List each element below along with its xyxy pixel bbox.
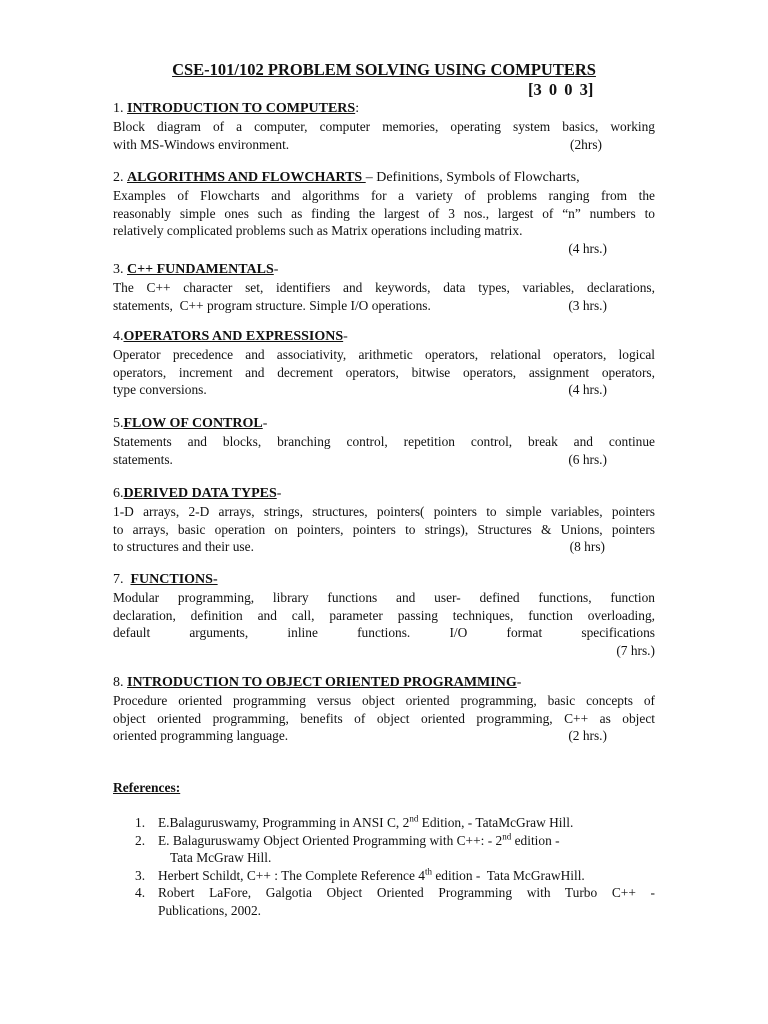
section-heading-suffix: -: [343, 329, 348, 344]
reference-indent: [113, 849, 158, 867]
section-hours: (6 hrs.): [568, 451, 607, 467]
section-hours: (4 hrs.): [568, 240, 607, 256]
section-text-line: declaration, definition and call, parameter passing techniques, function overloading,: [113, 607, 655, 623]
syllabus-section: [113, 169, 655, 257]
references-list: [113, 814, 655, 919]
ordinal-superscript: nd: [409, 813, 419, 824]
section-number: 5.: [113, 416, 124, 431]
section-heading-suffix: -: [276, 486, 282, 501]
reference-number: 1.: [135, 815, 146, 830]
reference-number: 2.: [135, 832, 146, 848]
section-text-line: to arrays, basic operation on pointers, pointers to strings), Structures & Unions, pointers: [113, 521, 655, 537]
section-last-line: [113, 297, 655, 315]
section-text-line: statements.: [113, 451, 173, 467]
section-body: [113, 118, 655, 153]
section-number: 1.: [113, 101, 127, 116]
page-title: CSE-101/102 PROBLEM SOLVING USING COMPUTERS: [172, 60, 596, 79]
section-number: 6.: [113, 486, 124, 501]
section-number: 4.: [113, 329, 124, 344]
section-hours: (2hrs): [570, 136, 602, 152]
section-hours: (7 hrs.): [616, 642, 655, 658]
reference-text: [158, 884, 655, 902]
reference-text-part: edition - Tata McGrawHill.: [432, 867, 585, 883]
section-hours: (8 hrs): [569, 539, 605, 554]
section-text-line: 1-D arrays, 2-D arrays, strings, structures, pointers( pointers to simple variables, pointers: [113, 504, 655, 519]
ordinal-superscript: th: [424, 866, 432, 877]
syllabus-section: [113, 415, 655, 468]
reference-text-part: E. Balaguruswamy Object Oriented Programming with C++: - 2: [158, 832, 503, 848]
section-number: 7.: [113, 572, 131, 587]
reference-continuation: Tata McGraw Hill.: [170, 850, 272, 865]
reference-indent: [113, 902, 158, 920]
section-last-line: [113, 136, 655, 154]
reference-number: 4.: [135, 885, 146, 900]
section-name: C++ FUNDAMENTALS: [127, 262, 274, 277]
section-text-line: object oriented programming, benefits of object oriented programming, C++ as object: [113, 710, 655, 726]
syllabus-section: [113, 674, 655, 745]
section-last-line: [113, 727, 655, 745]
section-name: OPERATORS AND EXPRESSIONS: [123, 329, 344, 344]
credit-structure: [3 0 0 3]: [528, 80, 594, 99]
syllabus-section: [113, 100, 655, 153]
section-number: 2.: [113, 170, 127, 185]
section-text-line: Block diagram of a computer, computer memories, operating system basics, working: [113, 119, 655, 134]
section-hours: (2 hrs.): [568, 728, 607, 743]
section-heading: [113, 415, 655, 433]
section-heading-suffix: -: [262, 416, 268, 431]
section-text-line: Modular programming, library functions and user- defined functions, function: [113, 590, 655, 605]
section-text-line: relatively complicated problems such as Matrix operations including matrix.: [113, 223, 523, 238]
reference-text: [158, 832, 655, 850]
section-heading-suffix: :: [355, 101, 360, 116]
section-heading: [113, 485, 655, 503]
reference-text-part: Herbert Schildt, C++ : The Complete Reference 4: [158, 867, 425, 883]
section-text-line: default arguments, inline functions. I/O format specifications: [113, 625, 655, 640]
reference-text: [158, 814, 655, 832]
section-text-line: Statements and blocks, branching control, repetition control, break and continue: [113, 434, 655, 449]
ordinal-superscript: nd: [502, 831, 512, 842]
reference-item: [113, 832, 655, 867]
section-name: DERIVED DATA TYPES: [123, 486, 277, 501]
section-body: [113, 279, 655, 314]
section-text-line: Examples of Flowcharts and algorithms for a variety of problems ranging from the: [113, 188, 655, 203]
section-heading: [113, 169, 655, 187]
section-last-line: [113, 538, 655, 556]
reference-text: [158, 867, 655, 885]
section-text-line: operators, increment and decrement operators, bitwise operators, assignment operators,: [113, 364, 655, 380]
section-name: INTRODUCTION TO OBJECT ORIENTED PROGRAMMING: [127, 675, 517, 690]
section-heading: [113, 100, 655, 118]
section-hours-line: [113, 240, 655, 258]
section-heading-suffix: -: [516, 675, 522, 690]
section-heading-suffix: -: [273, 262, 279, 277]
references-title: References:: [113, 780, 181, 795]
section-hours: (4 hrs.): [568, 382, 607, 397]
section-text-line: with MS-Windows environment.: [113, 136, 290, 152]
section-body: [113, 187, 655, 257]
section-last-line: [113, 222, 655, 240]
section-heading-suffix: – Definitions, Symbols of Flowcharts,: [365, 170, 580, 185]
section-number: 3.: [113, 262, 127, 277]
section-body: [113, 692, 655, 745]
section-hours: (3 hrs.): [568, 297, 607, 313]
reference-text-part: E.Balaguruswamy, Programming in ANSI C, 2: [158, 815, 410, 830]
section-body: [113, 346, 655, 399]
reference-item: [113, 867, 655, 885]
syllabus-section: [113, 261, 655, 314]
section-heading: [113, 571, 655, 589]
section-number: 8.: [113, 675, 127, 690]
section-name: INTRODUCTION TO COMPUTERS: [127, 101, 356, 116]
section-heading: [113, 674, 655, 692]
reference-item: [113, 884, 655, 919]
section-name: FUNCTIONS-: [130, 572, 218, 587]
section-text-line: type conversions.: [113, 382, 207, 397]
section-body: [113, 433, 655, 468]
section-text-line: The C++ character set, identifiers and keywords, data types, variables, declarations,: [113, 280, 655, 295]
section-body: [113, 589, 655, 659]
section-body: [113, 503, 655, 556]
section-name: FLOW OF CONTROL: [123, 416, 263, 431]
reference-item: [113, 814, 655, 832]
syllabus-section: [113, 328, 655, 399]
section-name: ALGORITHMS AND FLOWCHARTS: [127, 170, 366, 185]
section-text-line: to structures and their use.: [113, 539, 254, 554]
section-text-line: statements, C++ program structure. Simple I/O operations.: [113, 297, 431, 313]
section-text-line: oriented programming language.: [113, 728, 289, 743]
reference-text-part: Robert LaFore, Galgotia Object Oriented Programming with Turbo C++ -: [158, 885, 655, 900]
section-last-line: [113, 381, 655, 399]
reference-number: 3.: [135, 867, 146, 883]
section-last-line: [113, 451, 655, 469]
reference-continuation: Publications, 2002.: [158, 902, 262, 918]
section-text-line: Procedure oriented programming versus object oriented programming, basic concepts of: [113, 693, 655, 708]
section-text-line: Operator precedence and associativity, arithmetic operators, relational operators, logical: [113, 347, 655, 362]
syllabus-section: [113, 571, 655, 659]
reference-text-part: Edition, - TataMcGraw Hill.: [418, 815, 574, 830]
section-text-line: reasonably simple ones such as finding the largest of 3 nos., largest of “n” numbers to: [113, 205, 655, 221]
section-heading: [113, 261, 655, 279]
reference-text-part: edition -: [511, 832, 560, 848]
syllabus-section: [113, 485, 655, 556]
section-heading: [113, 328, 655, 346]
